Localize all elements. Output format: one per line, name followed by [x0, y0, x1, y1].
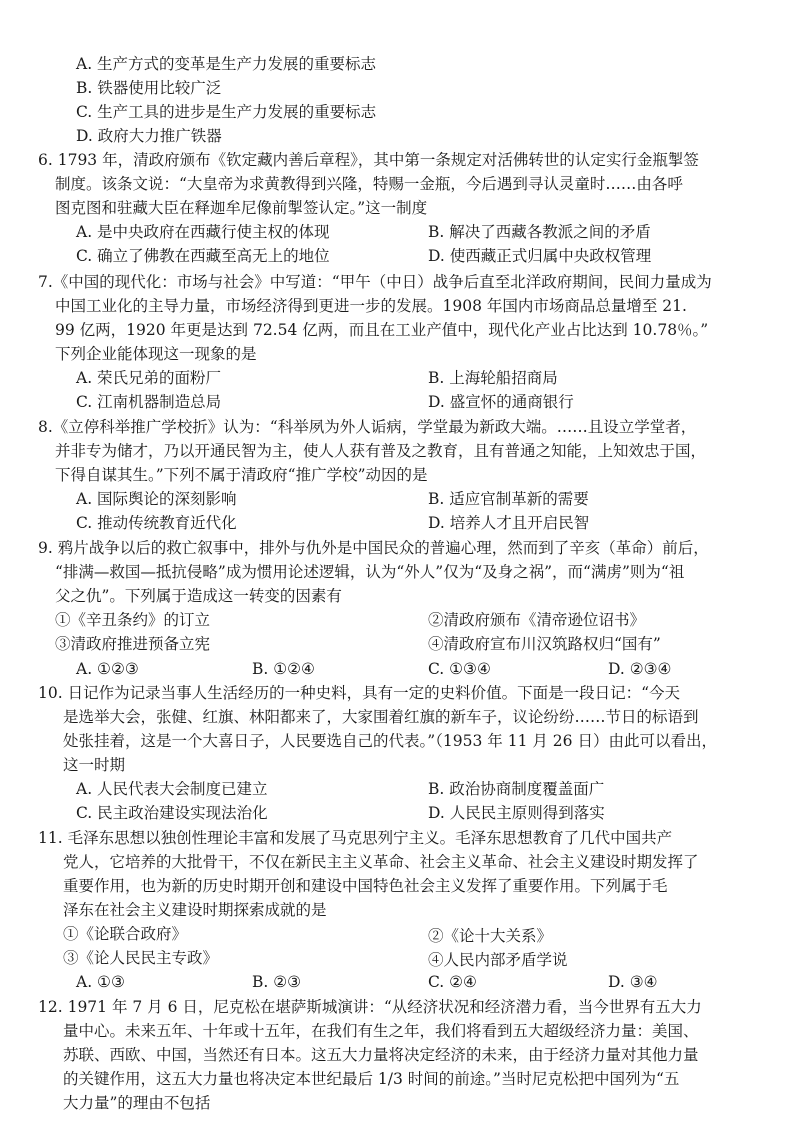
q12-stem-line: 的关键作用，这五大力量也将决定本世纪最后 1/3 时间的前途。”当时尼克松把中国列为“五	[63, 1070, 680, 1088]
q10-stem-line: 处张挂着，这是一个大喜日子，人民要选自己的代表。”（1953 年 11 月 26 日）由此可以看出，	[63, 732, 717, 750]
q12-stem-line: 量中心。未来五年、十年或十五年，在我们有生之年，我们将看到五大超级经济力量：美国、	[63, 1022, 699, 1040]
q10-option-b: B. 政治协商制度覆盖面广	[428, 780, 605, 798]
q7-option-d: D. 盛宣怀的通商银行	[428, 393, 574, 411]
q8-stem-line: 并非专为储才，乃以开通民智为主，使人人获有普及之教育，且有普通之知能，上知效忠于国，	[55, 442, 707, 460]
q11-item-3: ③《论人民民主专政》	[63, 949, 219, 967]
q12-stem-line: 大力量”的理由不包括	[63, 1094, 211, 1112]
q9-stem-line: “排满—救国—抵抗侵略”成为惯用论述逻辑，认为“外人”仅为“及身之祸”，而“满虏”则为“祖	[55, 563, 685, 581]
q10-option-d: D. 人民民主原则得到落实	[428, 804, 605, 822]
q7-stem-line: 7.《中国的现代化：市场与社会》中写道：“甲午（中日）战争后直至北洋政府期间，民间力量成为	[38, 273, 712, 291]
q9-item-4: ④清政府宣布川汉筑路权归“国有”	[428, 635, 661, 653]
q11-item-2: ②《论十大关系》	[428, 927, 553, 945]
q8-stem-line: 8.《立停科举推广学校折》认为：“科举夙为外人诟病，学堂最为新政大端。……且设立学堂者，	[38, 418, 697, 436]
q11-stem-line: 11. 毛泽东思想以独创性理论丰富和发展了马克思列宁主义。毛泽东思想教育了几代中国共产	[38, 829, 673, 847]
q12-stem-line: 苏联、西欧、中国，当然还有日本。这五大力量将决定经济的未来，由于经济力量对其他力量	[63, 1046, 699, 1064]
q10-stem-line: 是选举大会，张健、红旗、林阳都来了，大家围着红旗的新车子，议论纷纷……节日的标语到	[63, 708, 699, 726]
q11-item-4: ④人民内部矛盾学说	[428, 951, 568, 969]
q11-option-b: B. ②③	[252, 973, 302, 991]
q11-option-c: C. ②④	[428, 973, 477, 991]
q8-option-d: D. 培养人才且开启民智	[428, 514, 590, 532]
q11-item-1: ①《论联合政府》	[63, 925, 188, 943]
q6-option-b: B. 解决了西藏各教派之间的矛盾	[428, 223, 651, 241]
q6-option-a: A. 是中央政府在西藏行使主权的体现	[76, 223, 330, 241]
q5-option-b: B. 铁器使用比较广泛	[76, 79, 222, 97]
q11-stem-line: 泽东在社会主义建设时期探索成就的是	[63, 901, 327, 919]
q9-option-a: A. ①②③	[76, 660, 139, 678]
q9-item-3: ③清政府推进预备立宪	[55, 635, 211, 653]
q9-item-1: ①《辛丑条约》的订立	[55, 611, 211, 629]
q9-option-c: C. ①③④	[428, 660, 491, 678]
q9-stem-line: 父之仇”。下列属于造成这一转变的因素有	[55, 587, 342, 605]
q7-stem-line: 中国工业化的主导力量，市场经济得到更进一步的发展。1908 年国内市场商品总量增至 21.	[55, 297, 687, 315]
q6-stem-line: 图克图和驻藏大臣在释迦牟尼像前掣签认定。”这一制度	[55, 199, 428, 217]
q11-option-a: A. ①③	[76, 973, 125, 991]
q7-option-c: C. 江南机器制造总局	[76, 393, 222, 411]
q10-option-c: C. 民主政治建设实现法治化	[76, 804, 268, 822]
q11-stem-line: 党人，它培养的大批骨干，不仅在新民主主义革命、社会主义革命、社会主义建设时期发挥了	[63, 853, 699, 871]
q8-option-b: B. 适应官制革新的需要	[428, 490, 589, 508]
q11-option-d: D. ③④	[608, 973, 658, 991]
q6-stem-line: 6. 1793 年，清政府颁布《钦定藏内善后章程》，其中第一条规定对活佛转世的认定实行金瓶掣签	[38, 151, 699, 169]
q7-stem-line: 下列企业能体现这一现象的是	[55, 345, 257, 363]
q10-stem-line: 这一时期	[63, 756, 126, 774]
q7-stem-line: 99 亿两，1920 年更是达到 72.54 亿两，而且在工业产值中，现代化产业占比达到 10.78％。”	[55, 321, 709, 339]
q6-option-c: C. 确立了佛教在西藏至高无上的地位	[76, 247, 330, 265]
q6-stem-line: 制度。该条文说：“大皇帝为求黄教得到兴隆，特赐一金瓶，今后遇到寻认灵童时……由各呼	[55, 175, 683, 193]
q5-option-a: A. 生产方式的变革是生产力发展的重要标志	[76, 55, 377, 73]
q5-option-d: D. 政府大力推广铁器	[76, 127, 222, 145]
q12-stem-line: 12. 1971 年 7 月 6 日，尼克松在堪萨斯城演讲：“从经济状况和经济潜力看，当今世界有五大力	[38, 998, 702, 1016]
q10-stem-line: 10. 日记作为记录当事人生活经历的一种史料，具有一定的史料价值。下面是一段日记：“今天	[38, 684, 681, 702]
q9-item-2: ②清政府颁布《清帝逊位诏书》	[428, 611, 646, 629]
q7-option-b: B. 上海轮船招商局	[428, 369, 558, 387]
q9-option-d: D. ②③④	[608, 660, 672, 678]
q8-stem-line: 下得自谋其生。”下列不属于清政府“推广学校”动因的是	[55, 466, 428, 484]
q11-stem-line: 重要作用，也为新的历史时期开创和建设中国特色社会主义发挥了重要作用。下列属于毛	[63, 877, 668, 895]
q8-option-a: A. 国际舆论的深刻影响	[76, 490, 237, 508]
q9-stem-line: 9. 鸦片战争以后的救亡叙事中，排外与仇外是中国民众的普遍心理，然而到了辛亥（革命）前后，	[38, 539, 709, 557]
q9-option-b: B. ①②④	[252, 660, 315, 678]
q10-option-a: A. 人民代表大会制度已建立	[76, 780, 268, 798]
q5-option-c: C. 生产工具的进步是生产力发展的重要标志	[76, 103, 377, 121]
q6-option-d: D. 使西藏正式归属中央政权管理	[428, 247, 652, 265]
q8-option-c: C. 推动传统教育近代化	[76, 514, 237, 532]
q7-option-a: A. 荣氏兄弟的面粉厂	[76, 369, 222, 387]
